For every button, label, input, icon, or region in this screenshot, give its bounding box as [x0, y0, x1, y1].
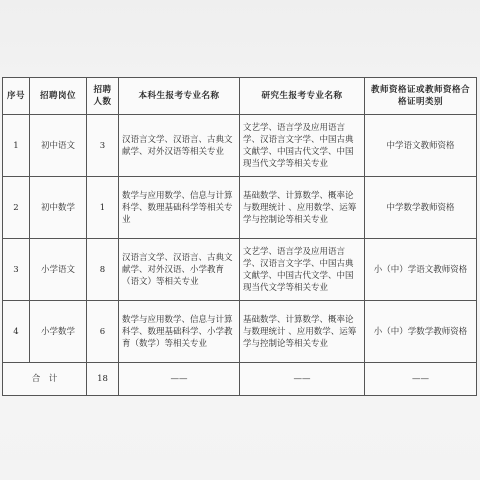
table-row	[3, 177, 477, 239]
row-index: 3	[3, 239, 30, 301]
recruitment-table	[2, 77, 477, 396]
row-position: 小学数学	[30, 301, 87, 363]
row-certificate: 小（中）学数学教师资格	[365, 301, 477, 363]
header-count: 招聘人数	[87, 78, 119, 115]
total-graduate-dash: ——	[240, 363, 365, 396]
total-undergrad-dash: ——	[119, 363, 240, 396]
row-undergrad-majors: 数学与应用数学、信息与计算科学、数理基础科学等相关专业	[119, 177, 240, 239]
row-graduate-majors: 基础数学、计算数学、概率论与数理统计 、应用数学、运筹学与控制论等相关专业	[240, 177, 365, 239]
header-row	[3, 78, 477, 115]
row-index: 4	[3, 301, 30, 363]
row-graduate-majors: 文艺学、语言学及应用语言学、汉语言文字学、中国古典文献学、中国古代文学、中国现当代文学等相关专业	[240, 115, 365, 177]
header-position: 招聘岗位	[30, 78, 87, 115]
row-certificate: 中学数学教师资格	[365, 177, 477, 239]
table-row	[3, 115, 477, 177]
row-undergrad-majors: 汉语言文学、汉语言、古典文献学、对外汉语等相关专业	[119, 115, 240, 177]
row-count: 1	[87, 177, 119, 239]
table-row	[3, 239, 477, 301]
table-row	[3, 301, 477, 363]
total-certificate-dash: ——	[365, 363, 477, 396]
row-count: 3	[87, 115, 119, 177]
row-index: 1	[3, 115, 30, 177]
total-label: 合 计	[3, 363, 87, 396]
row-index: 2	[3, 177, 30, 239]
total-count: 18	[87, 363, 119, 396]
row-count: 8	[87, 239, 119, 301]
row-undergrad-majors: 汉语言文学、汉语言、古典文献学、对外汉语、小学教育（语文）等相关专业	[119, 239, 240, 301]
row-position: 初中语文	[30, 115, 87, 177]
header-index: 序号	[3, 78, 30, 115]
row-graduate-majors: 基础数学、计算数学、概率论与数理统计 、应用数学、运筹学与控制论等相关专业	[240, 301, 365, 363]
row-position: 小学语文	[30, 239, 87, 301]
row-undergrad-majors: 数学与应用数学、信息与计算科学、数理基础科学、小学教育（数学）等相关专业	[119, 301, 240, 363]
row-graduate-majors: 文艺学、语言学及应用语言学、汉语言文字学、中国古典文献学、中国古代文学、中国现当代文学等相关专业	[240, 239, 365, 301]
row-position: 初中数学	[30, 177, 87, 239]
header-undergrad-majors: 本科生报考专业名称	[119, 78, 240, 115]
row-certificate: 中学语文教师资格	[365, 115, 477, 177]
row-count: 6	[87, 301, 119, 363]
header-graduate-majors: 研究生报考专业名称	[240, 78, 365, 115]
total-row	[3, 363, 477, 396]
row-certificate: 小（中）学语文教师资格	[365, 239, 477, 301]
header-certificate: 教师资格证或教师资格合格证明类别	[365, 78, 477, 115]
